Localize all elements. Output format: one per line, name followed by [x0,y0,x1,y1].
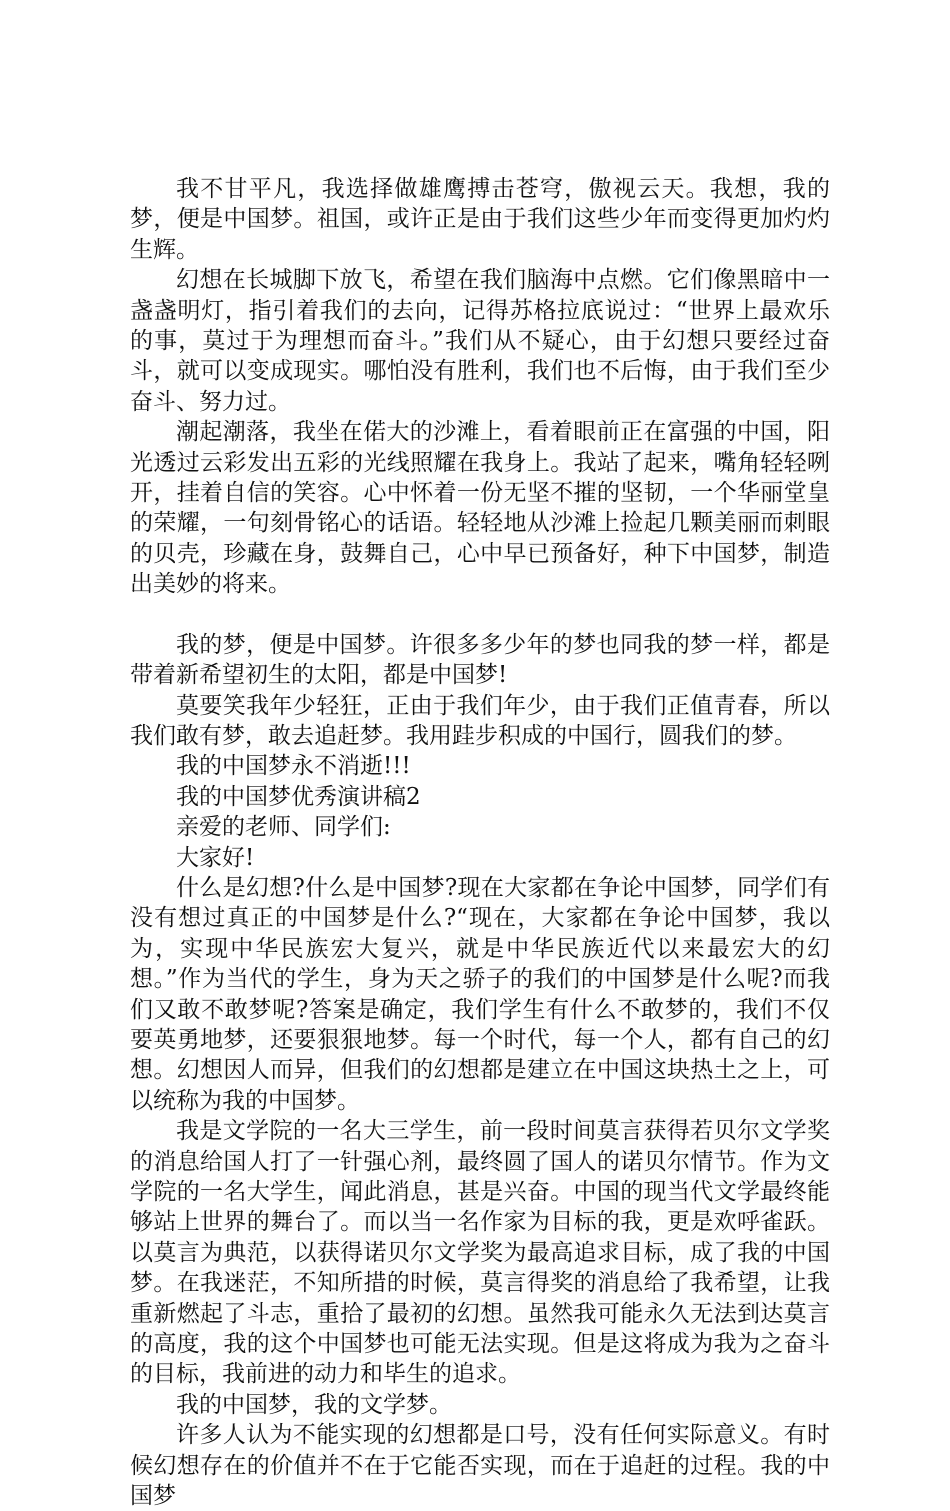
document-body [130,174,830,1511]
greeting: 大家好! [176,844,255,871]
paragraph-5: 莫要笑我年少轻狂，正由于我们年少，由于我们正值青春，所以我们敢有梦，敢去追赶梦。我用跬步积成的中国行，圆我们的梦。 [130,692,830,749]
section-title: 我的中国梦优秀演讲稿2 [176,783,421,810]
paragraph-1: 我不甘平凡，我选择做雄鹰搏击苍穹，傲视云天。我想，我的梦，便是中国梦。祖国，或许正是由于我们这些少年而变得更加灼灼生辉。 [130,176,830,263]
paragraph-spacer [130,600,830,630]
paragraph-6: 我的中国梦永不消逝!!! [176,753,411,780]
paragraph-9: 我的中国梦，我的文学梦。 [176,1391,452,1418]
paragraph-4: 我的梦，便是中国梦。许很多多少年的梦也同我的梦一样，都是带着新希望初生的太阳，都是中国梦! [130,631,830,689]
salutation: 亲爱的老师、同学们: [176,814,391,841]
paragraph-8: 我是文学院的一名大三学生，前一段时间莫言获得若贝尔文学奖的消息给国人打了一针强心剂，最终圆了国人的诺贝尔情节。作为文学院的一名大学生，闻此消息，甚是兴奋。中国的现当代文学最终能够站上世界的舞台了。而以当一名作家为目标的我，更是欢呼雀跃。以莫言为典范，以获得诺贝尔文学奖为最高追求目标，成了我的中国梦。在我迷茫，不知所措的时候，莫言得奖的消息给了我希望，让我重新燃起了斗志，重拾了最初的幻想。虽然我可能永久无法到达莫言的高度，我的这个中国梦也可能无法实现。但是这将成为我为之奋斗的目标，我前进的动力和毕生的追求。 [130,1118,830,1388]
paragraph-10: 许多人认为不能实现的幻想都是口号，没有任何实际意义。有时候幻想存在的价值并不在于它能否实现，而在于追赶的过程。我的中国梦 [130,1422,830,1510]
paragraph-7: 什么是幻想?什么是中国梦?现在大家都在争论中国梦，同学们有没有想过真正的中国梦是什么?“现在，大家都在争论中国梦，我以为，实现中华民族宏大复兴，就是中华民族近代以来最宏大的幻想。”作为当代的学生，身为天之骄子的我们的中国梦是什么呢?而我们又敢不敢梦呢?答案是确定，我们学生有什么不敢梦的，我们不仅要英勇地梦，还要狠狠地梦。每一个时代，每一个人，都有自己的幻想。幻想因人而异，但我们的幻想都是建立在中国这块热土之上，可以统称为我的中国梦。 [130,874,830,1114]
paragraph-3: 潮起潮落，我坐在偌大的沙滩上，看着眼前正在富强的中国，阳光透过云彩发出五彩的光线照耀在我身上。我站了起来，嘴角轻轻咧开，挂着自信的笑容。心中怀着一份无坚不摧的坚韧，一个华丽堂皇的荣耀，一句刻骨铭心的话语。轻轻地从沙滩上捡起几颗美丽而刺眼的贝壳，珍藏在身，鼓舞自己，心中早已预备好，种下中国梦，制造出美妙的将来。 [130,419,830,598]
paragraph-2: 幻想在长城脚下放飞，希望在我们脑海中点燃。它们像黑暗中一盏盏明灯，指引着我们的去向，记得苏格拉底说过：“世界上最欢乐的事，莫过于为理想而奋斗。”我们从不疑心，由于幻想只要经过奋斗，就可以变成现实。哪怕没有胜利，我们也不后悔，由于我们至少奋斗、努力过。 [130,267,830,415]
